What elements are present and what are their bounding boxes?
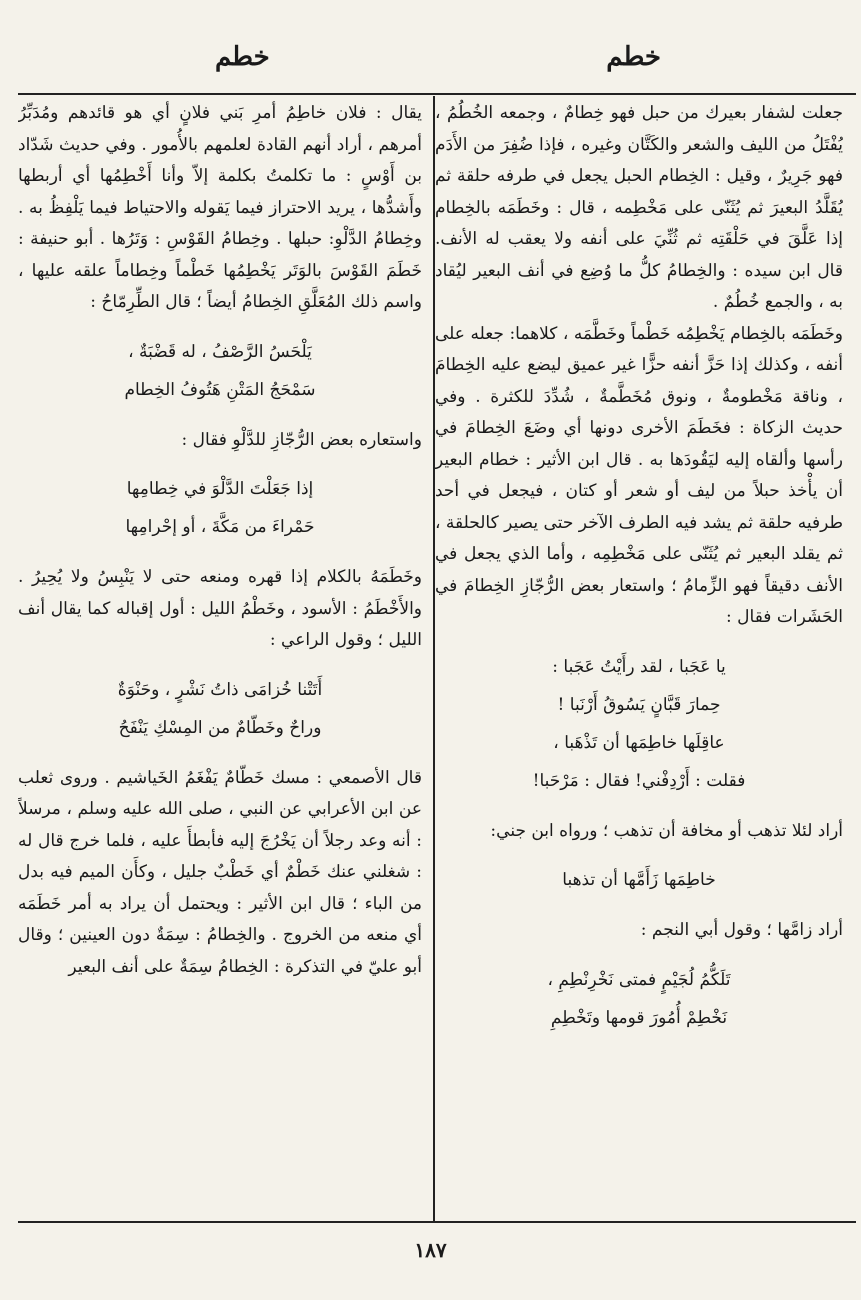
verse-line: نَخْطِمْ أُمُورَ قومها وتَخْطِمِ — [550, 1007, 728, 1028]
verse-line: سَمْحَجُ المَتْنِ هَتُوفُ الخِطام — [124, 379, 316, 400]
left-headword: خطم — [215, 42, 270, 72]
verse-line: خاطِمَها زَأَمَّها أن تذهبا — [562, 870, 716, 890]
verse-line: عاقِلَها خاطِمَها أن تَذْهَبا ، — [553, 732, 725, 753]
paragraph: جعلت لشفار بعيرك من حبل فهو خِطامٌ ، وجمعه الخُطُمُ ، يُفْتَلُ من الليف والشعر والكَتَّان وغيره ، فإذا ضُفِرَ من الأَدَم فهو جَرِيرٌ ، وقيل : الخِطام الحبل يجعل في طرفه حلقة ثم يُقَلَّدُ البعيرَ ثم يُثَنّى على مَخْطِمه ، قال : وخَطَمَه بالخِطام إذا عَلَّقَ في حَلْقَتِه ثم ثُنِّيَ على أنفه ولا يعقب له الأنف. قال ابن سيده : والخِطامُ كلُّ ما وُضِع في أنف البعير ليُقاد به ، والجمع خُطُمٌ . — [435, 103, 843, 312]
verse-line: حِمارَ قَبَّانٍ يَسُوقُ أَرْنَبا ! — [557, 694, 721, 715]
paragraph: قال الأصمعي : مسك خَطّامٌ يَفْغَمُ الخَياشيم . وروى ثعلب عن ابن الأعرابي عن النبي ، صلى الله عليه وسلم ، مرسلاً : أنه وعد رجلاً أن يَخْرُجَ إليه فأبطأَ عليه ، فلما خرج قال له : شغلني عنك خَطْمٌ أي خَطْبٌ جليل ، وكأَن الميم فيه بدل من الباء ؛ قال ابن الأثير : ويحتمل أن يراد به أمر خَطَمَه أي منعه من الخروج . والخِطامُ : سِمَةٌ دون العينين ؛ وقال أبو عليّ في التذكرة : الخِطامُ سِمَةٌ على أنف البعير — [18, 767, 422, 977]
right-headword: خطم — [606, 42, 661, 72]
paragraph: أراد زامَّها ؛ وقول أبي النجم : — [640, 920, 843, 940]
verse-block — [435, 648, 843, 800]
verse-line: فقلت : أَرْدِفْني! فقال : مَرْحَبا! — [532, 770, 746, 791]
verse-block — [18, 333, 422, 409]
verse-line: يا عَجَبا ، لقد رأَيْتُ عَجَبا : — [552, 656, 726, 677]
verse-line: تَلَكُّمُ لُجَيْمٍ فمتى نَخْرِنْطِمِ ، — [547, 969, 731, 990]
verse-line: حَمْراءَ من مَكَّةَ ، أو إحْرامِها — [125, 517, 315, 537]
verse-block — [435, 861, 843, 899]
page-number: ١٨٧ — [414, 1238, 447, 1262]
top-rule — [18, 93, 856, 95]
verse-block — [435, 961, 843, 1037]
verse-line: إذا جَعَلْتَ الدَّلْوَ في خِطامِها — [126, 479, 314, 499]
verse-line: أَتَتْنا خُزامَى ذاتُ نَشْرٍ ، وحَنْوَةٌ — [117, 679, 323, 700]
paragraph: وخَطَمَه بالخِطام يَخْطِمُه خَطْماً وخَطَّمَه ، كلاهما: جعله على أنفه ، وكذلك إذا حَزَّ أنفه حزًّا غير عميق ليضع عليه الخِطامَ ، وناقة مَخْطومةٌ ، ونوق مُخَطَّمةٌ ، شُدِّدَ للكثرة . وفي حديث الزكاة : فخَطَمَ الأخرى دونها أي وضَعَ الخِطامَ في رأسها وألقاه إليه ليَقُودَها به . قال ابن الأثير : خطام البعير أن يأْخذ حبلاً من ليف أو شعر أو كتان ، فيجعل في أحد طرفيه حلقة ثم يشد فيه الطرف الآخر حتى يصير كالحلقة ، ثم يقلد البعير ثم يُثَنّى على مَخْطِمِه ، وأما الذي يجعل في الأنف دقيقاً فهو الزِّمامُ ؛ واستعار بعض الرُّجّازِ الخِطامَ في الحَشَرات فقال : — [435, 323, 843, 627]
verse-block — [18, 671, 422, 747]
right-column — [435, 98, 843, 1213]
page-header — [0, 42, 861, 82]
left-column — [18, 98, 422, 1213]
bottom-rule — [18, 1221, 856, 1223]
paragraph: وخَطَمَهُ بالكلام إذا قهره ومنعه حتى لا يَنْبِسُ ولا يُحِيرُ . والأَخْطَمُ : الأسود ، وخَطْمُ الليل : أول إقباله كما يقال أنف الليل ؛ وقول الراعي : — [18, 567, 422, 650]
verse-line: وراحٌ وخَطّامٌ من المِسْكِ يَنْفَحُ — [118, 717, 322, 738]
paragraph: يقال : فلان خاطِمُ أمرِ بَني فلانٍ أي هو قائدهم ومُدَبِّرُ أمرهم ، أراد أنهم القادة لعلمهم بالأُمور . وفي حديث شَدّاد بن أَوْسٍ : ما تكلمتُ بكلمة إلاّ وأنا أَخْطِمُها أي أربطها وأَشدُّها ، يريد الاحتراز فيما يَقوله والاحتياط فيما يَلْفِظُ به . وخِطامُ الدَّلْوِ: حبلها . وخِطامُ القَوْسِ : وَتَرُها . أبو حنيفة : خَطَمَ القَوْسَ بالوَتَر يَخْطِمُها خَطْماً وخِطاماً علقه عليها ، واسم ذلك المُعَلَّقِ الخِطامُ أيضاً ؛ قال الطِّرِمّاحُ : — [18, 103, 422, 312]
paragraph: واستعاره بعض الرُّجّازِ للدَّلْوِ فقال : — [181, 429, 422, 450]
paragraph: أراد لئلا تذهب أو مخافة أن تذهب ؛ ورواه ابن جني: — [490, 820, 843, 841]
verse-line: يَلْحَسُ الرَّصْفُ ، له قَضْبَةٌ ، — [128, 341, 312, 362]
verse-block — [18, 470, 422, 546]
